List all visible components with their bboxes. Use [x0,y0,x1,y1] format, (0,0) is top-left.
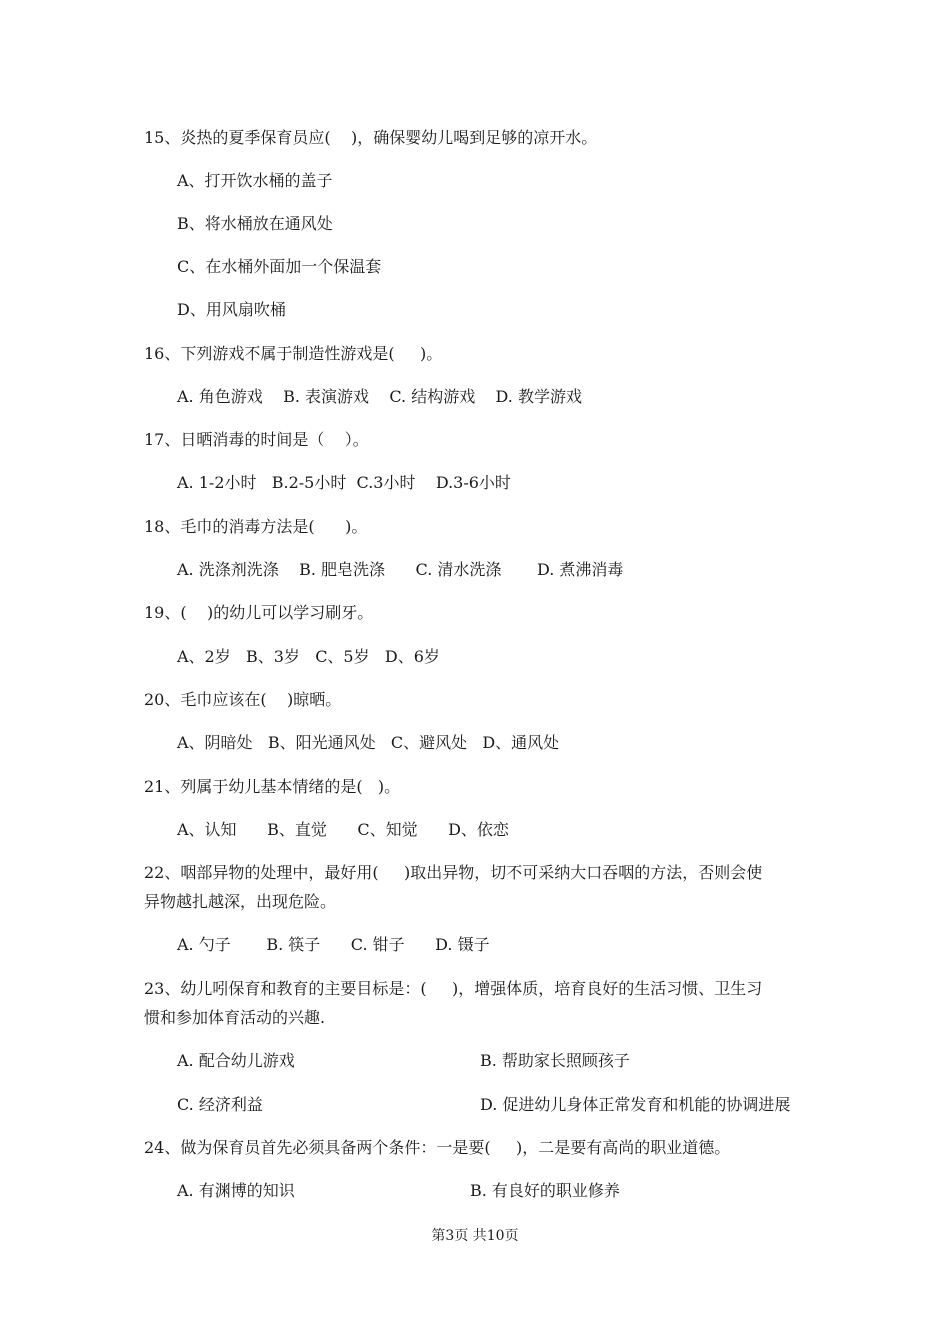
question-15-option-b: B、将水桶放在通风处 [177,214,333,233]
question-15-stem: 15、炎热的夏季保育员应( )，确保婴幼儿喝到足够的凉开水。 [144,128,598,147]
question-19-options: A、2岁 B、3岁 C、5岁 D、6岁 [177,647,440,666]
question-24-stem: 24、做为保育员首先必须具备两个条件：一是要( )，二是要有高尚的职业道德。 [144,1138,731,1157]
question-15-option-c: C、在水桶外面加一个保温套 [177,257,382,276]
question-21-options: A、认知 B、直觉 C、知觉 D、依恋 [177,820,509,839]
question-23-stem-line2: 惯和参加体育活动的兴趣. [144,1008,326,1027]
question-23-stem-line1: 23、幼儿吲保育和教育的主要目标是：( )，增强体质，培育良好的生活习惯、卫生习 [144,979,763,998]
question-21-stem: 21、列属于幼儿基本情绪的是( )。 [144,777,401,796]
question-23-option-c: C. 经济利益 [177,1095,263,1114]
question-24-option-a: A. 有渊博的知识 [177,1181,295,1200]
question-20-options: A、阴暗处 B、阳光通风处 C、避风处 D、通风处 [177,733,560,752]
question-18-stem: 18、毛巾的消毒方法是( )。 [144,517,368,536]
question-20-stem: 20、毛巾应该在( )晾晒。 [144,690,342,709]
question-17-options: A. 1-2小时 B.2-5小时 C.3小时 D.3-6小时 [177,473,511,492]
question-15-option-a: A、打开饮水桶的盖子 [177,171,333,190]
question-22-stem-line1: 22、咽部异物的处理中，最好用( )取出异物，切不可采纳大口吞咽的方法，否则会使 [144,863,763,882]
question-15-option-d: D、用风扇吹桶 [177,300,286,319]
question-17-stem: 17、日晒消毒的时间是（ ）。 [144,430,369,449]
question-18-options: A. 洗涤剂洗涤 B. 肥皂洗涤 C. 清水洗涤 D. 煮沸消毒 [177,560,624,579]
question-23-option-d: D. 促进幼儿身体正常发育和机能的协调进展 [480,1095,791,1114]
question-22-stem-line2: 异物越扎越深，出现危险。 [144,892,337,911]
question-19-stem: 19、( )的幼儿可以学习刷牙。 [144,603,374,622]
question-24-option-b: B. 有良好的职业修养 [470,1181,620,1200]
question-16-options: A. 角色游戏 B. 表演游戏 C. 结构游戏 D. 教学游戏 [177,387,582,406]
question-23-option-b: B. 帮助家长照顾孩子 [480,1051,630,1070]
question-23-option-a: A. 配合幼儿游戏 [177,1051,295,1070]
question-22-options: A. 勺子 B. 筷子 C. 钳子 D. 镊子 [177,935,490,954]
page-footer: 第3页 共10页 [431,1228,519,1244]
question-16-stem: 16、下列游戏不属于制造性游戏是( )。 [144,344,443,363]
